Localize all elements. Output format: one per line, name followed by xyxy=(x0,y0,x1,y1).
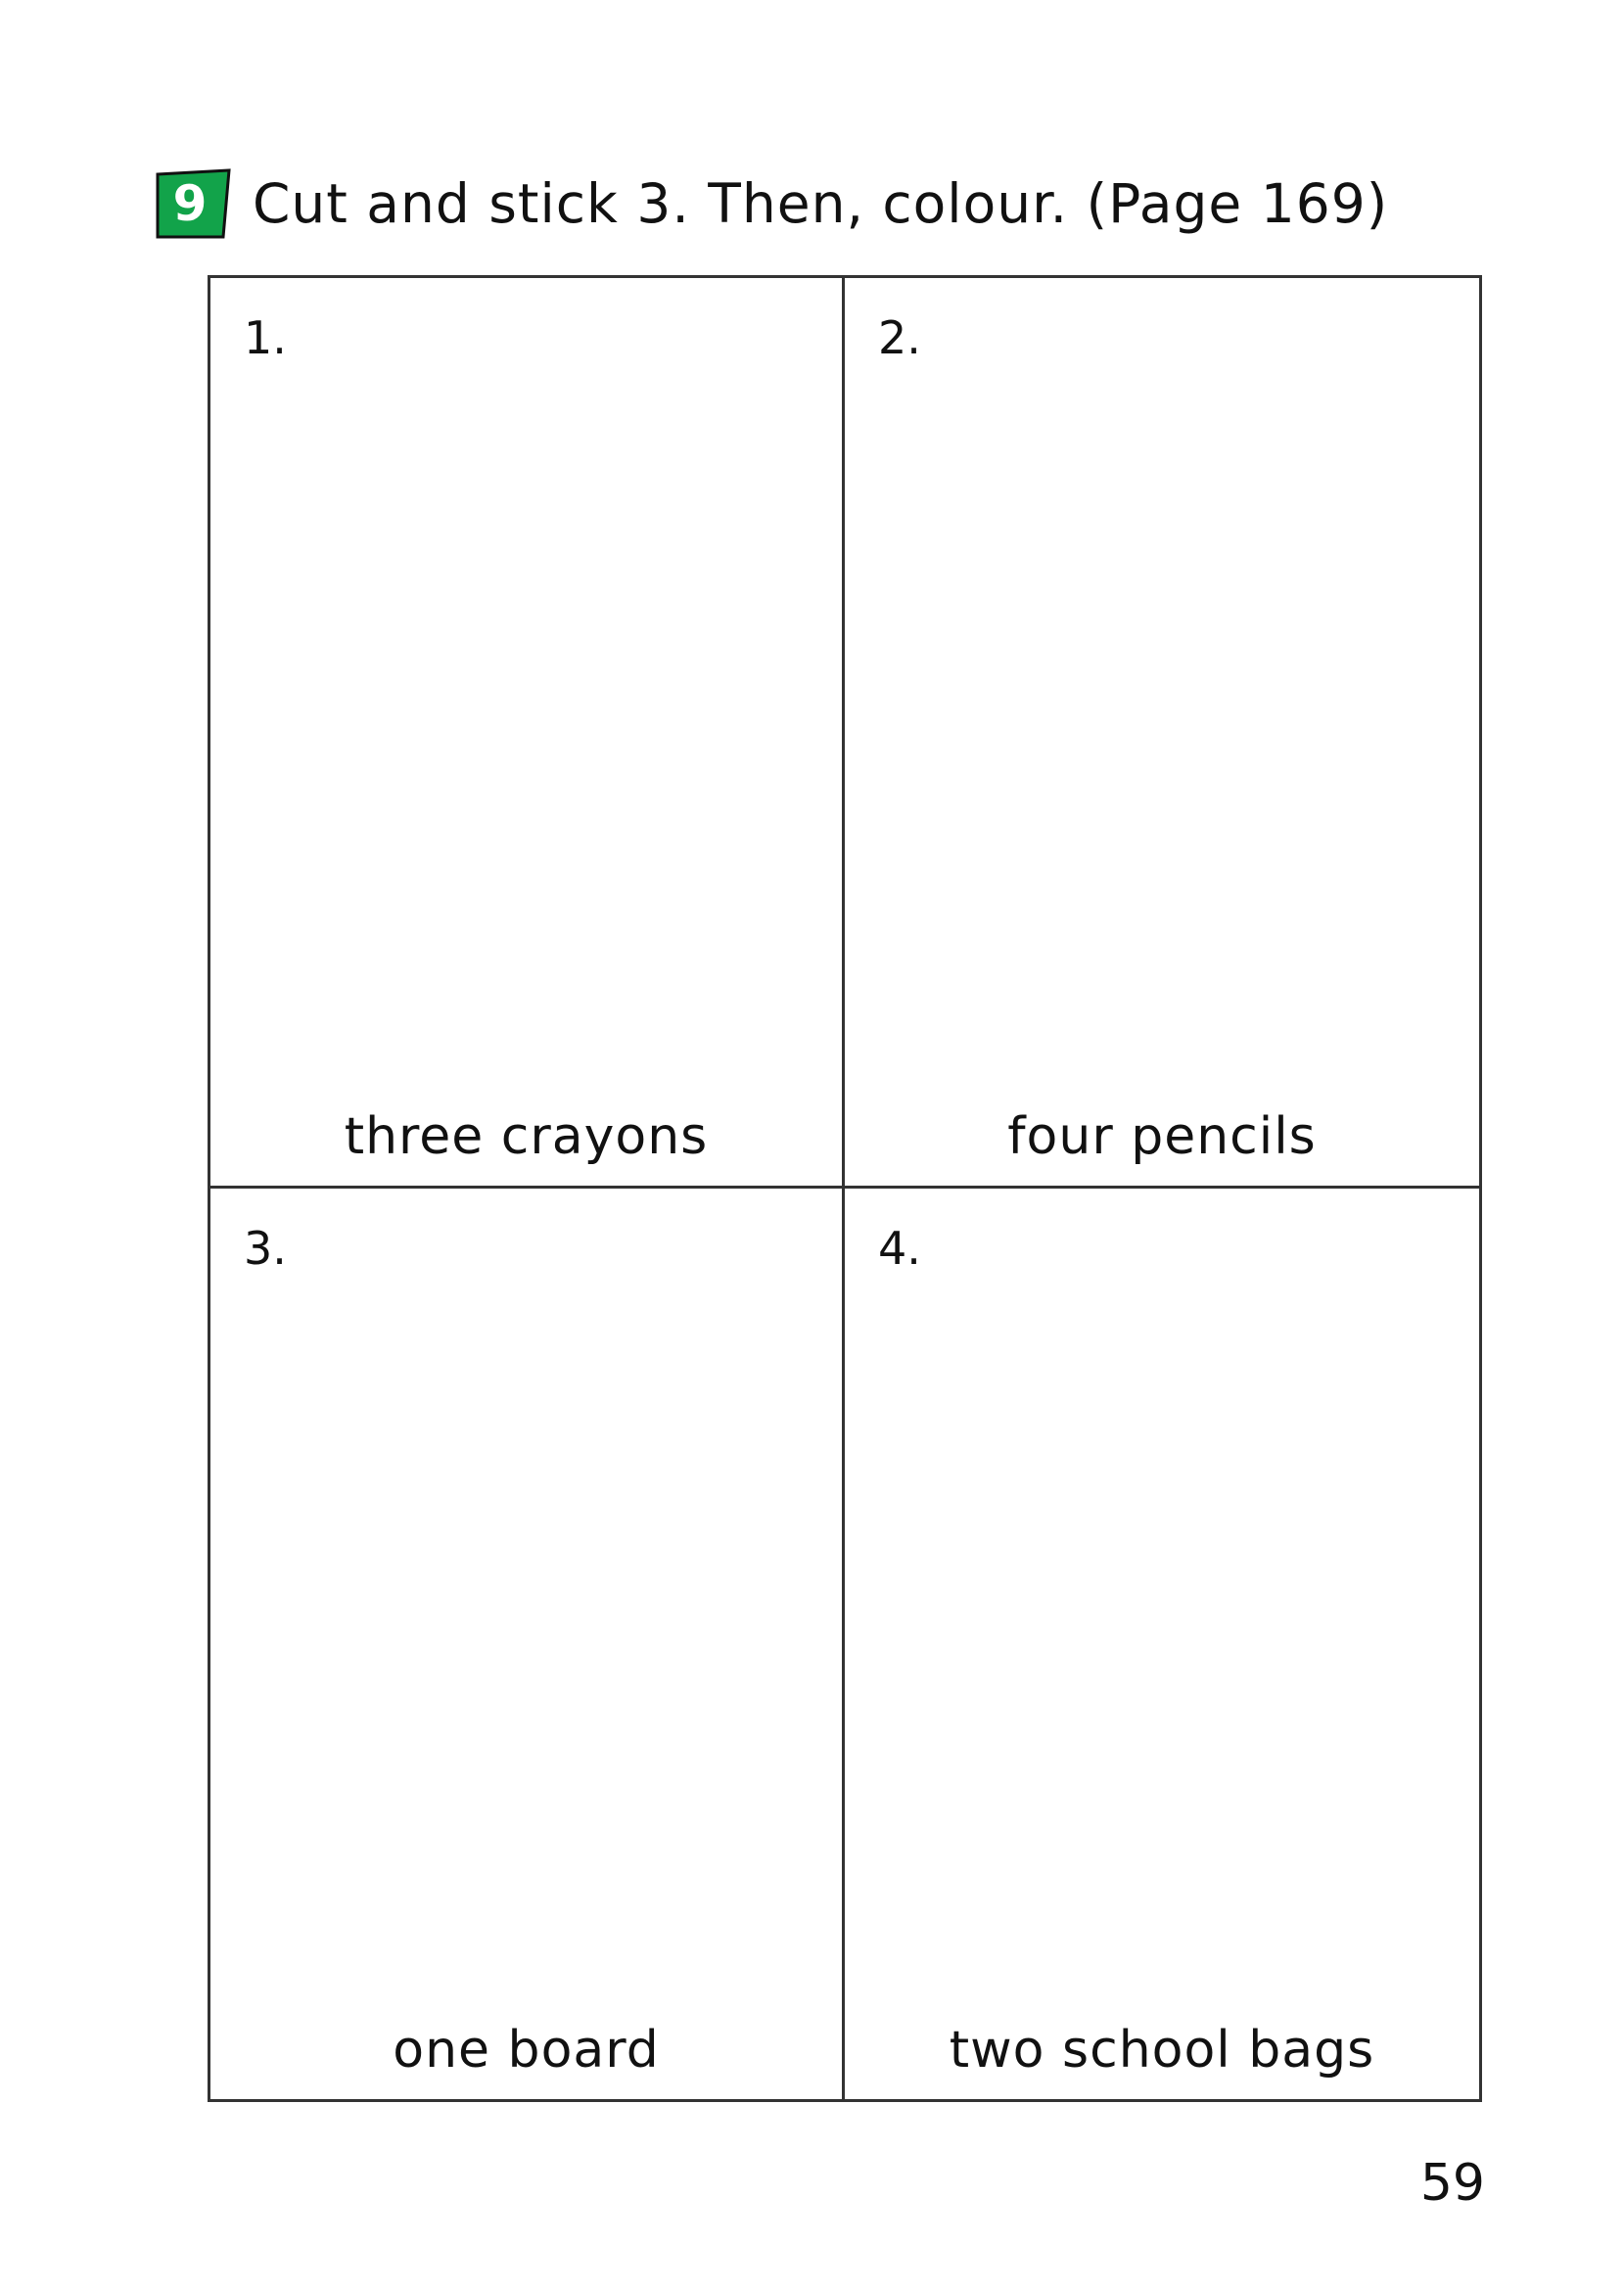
box-number: 2. xyxy=(878,311,921,364)
activity-number: 9 xyxy=(172,175,208,232)
activity-header xyxy=(155,164,1388,243)
stick-box-4[interactable] xyxy=(845,1189,1479,2099)
stick-box-1[interactable] xyxy=(210,278,845,1189)
box-caption: two school bags xyxy=(949,2021,1375,2080)
box-number: 1. xyxy=(244,311,287,364)
cut-and-stick-grid xyxy=(208,275,1482,2102)
box-caption: three crayons xyxy=(344,1107,709,1166)
activity-instruction: Cut and stick 3. Then, colour. (Page 169) xyxy=(253,172,1389,235)
box-number: 3. xyxy=(244,1222,287,1275)
box-number: 4. xyxy=(878,1222,921,1275)
box-caption: four pencils xyxy=(1007,1107,1317,1166)
stick-box-2[interactable] xyxy=(845,278,1479,1189)
box-caption: one board xyxy=(393,2021,660,2080)
activity-number-badge xyxy=(155,168,231,239)
page-number: 59 xyxy=(1419,2154,1485,2213)
stick-box-3[interactable] xyxy=(210,1189,845,2099)
